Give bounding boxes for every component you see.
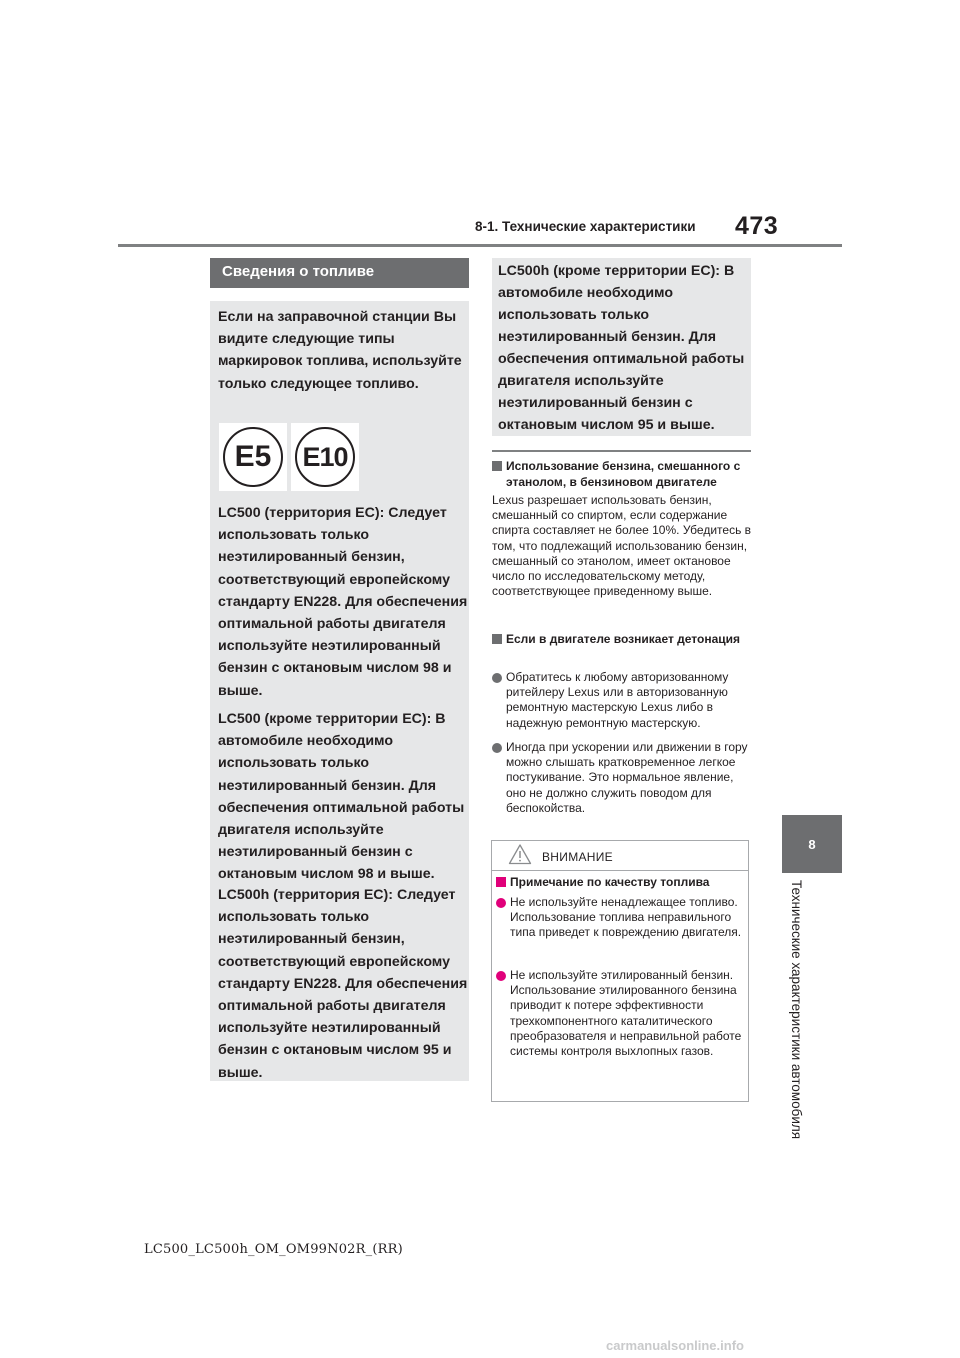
fuel-label-e5-icon bbox=[219, 423, 287, 491]
lc500-non-ec-text: LC500 (кроме территории ЕС): В автомобиле необходимо использовать только неэтилированный бензин. Для обеспечения оптимальной работы двигателя используйте неэтилированный бензин с октановым числом 98 и выше. bbox=[218, 711, 465, 883]
warning-icon bbox=[508, 843, 532, 865]
list-item-text: Обратитесь к любому авторизованному ритейлеру Lexus или в авторизованную ремонтную мастерскую Lexus либо в надежную ремонтную мастерскую. bbox=[506, 670, 729, 730]
caution-heading bbox=[496, 874, 746, 890]
list-item bbox=[496, 895, 744, 941]
circle-bullet-icon bbox=[492, 743, 502, 753]
page-number: 473 bbox=[735, 212, 779, 240]
fuel-label-e10: E10 bbox=[295, 427, 355, 487]
fuel-info-intro: Если на заправочной станции Вы видите следующие типы маркировок топлива, используйте только следующее топливо. bbox=[218, 309, 462, 392]
section-title: 8-1. Технические характеристики bbox=[475, 219, 696, 234]
knock-heading-text: Если в двигателе возникает детонация bbox=[506, 632, 741, 646]
knock-heading bbox=[492, 631, 752, 647]
chapter-tab: 8 bbox=[782, 815, 842, 873]
square-bullet-icon bbox=[496, 877, 506, 887]
ethanol-heading-text: Использование бензина, смешанного с этанолом, в бензиновом двигателе bbox=[506, 459, 741, 489]
header-divider bbox=[118, 244, 842, 247]
fuel-info-heading: Сведения о топливе bbox=[210, 258, 469, 288]
list-item-text: Не используйте этилированный бензин. Использование этилированного бензина приводит к потере эффективности трехкомпонентного каталитического преобразователя и неправильной работе системы контроля выхлопных газов. bbox=[510, 968, 742, 1059]
lc500-ec-text: LC500 (территория ЕС): Следует использовать только неэтилированный бензин, соответствующий европейскому стандарту EN228. Для обеспечения оптимальной работы двигателя используйте неэтилированный бензин с октановым числом 98 и выше. bbox=[218, 505, 468, 699]
list-item bbox=[492, 740, 754, 816]
chapter-title: Технические характеристики автомобиля bbox=[789, 880, 804, 1140]
ethanol-text: Lexus разрешает использовать бензин, смешанный со спиртом, если содержание спирта составляет не более 10%. Убедитесь в том, что подлежащий использованию бензин, смешанный со этанолом, имеет октановое число по исследовательскому методу, соответствующее приведенному выше. bbox=[492, 493, 752, 599]
circle-bullet-icon bbox=[496, 898, 506, 908]
circle-bullet-icon bbox=[496, 971, 506, 981]
square-bullet-icon bbox=[492, 634, 502, 644]
list-item-text: Иногда при ускорении или движении в гору можно слышать кратковременное легкое постукивание. Это нормальное явление, оно не должно служить поводом для беспокойства. bbox=[506, 740, 748, 815]
fuel-label-e10-icon bbox=[291, 423, 359, 491]
fuel-label-e5: E5 bbox=[223, 427, 283, 487]
chapter-title-container bbox=[782, 880, 842, 1150]
caution-header-divider bbox=[491, 870, 749, 871]
lc500h-non-ec-text: LC500h (кроме территории ЕС): В автомобиле необходимо использовать только неэтилированный бензин. Для обеспечения оптимальной работы двигателя используйте неэтилированный бензин с октановым числом 95 и выше. bbox=[498, 263, 745, 433]
ethanol-heading bbox=[492, 458, 752, 490]
square-bullet-icon bbox=[492, 461, 502, 471]
caution-label: ВНИМАНИЕ bbox=[542, 850, 613, 864]
document-code: LC500_LC500h_OM_OM99N02R_(RR) bbox=[144, 1242, 403, 1257]
watermark: carmanualsonline.info bbox=[606, 1338, 744, 1353]
list-item bbox=[492, 670, 754, 731]
list-item-text: Не используйте ненадлежащее топливо. Использование топлива неправильного типа приведет к повреждению двигателя. bbox=[510, 895, 742, 940]
lc500h-ec-text: LC500h (территория ЕС): Следует использовать только неэтилированный бензин, соответствующий европейскому стандарту EN228. Для обеспечения оптимальной работы двигателя используйте неэтилированный бензин с октановым числом 95 и выше. bbox=[218, 887, 468, 1081]
right-panel-divider bbox=[492, 450, 751, 452]
list-item bbox=[496, 968, 744, 1059]
circle-bullet-icon bbox=[492, 673, 502, 683]
caution-heading-text: Примечание по качеству топлива bbox=[510, 875, 710, 889]
